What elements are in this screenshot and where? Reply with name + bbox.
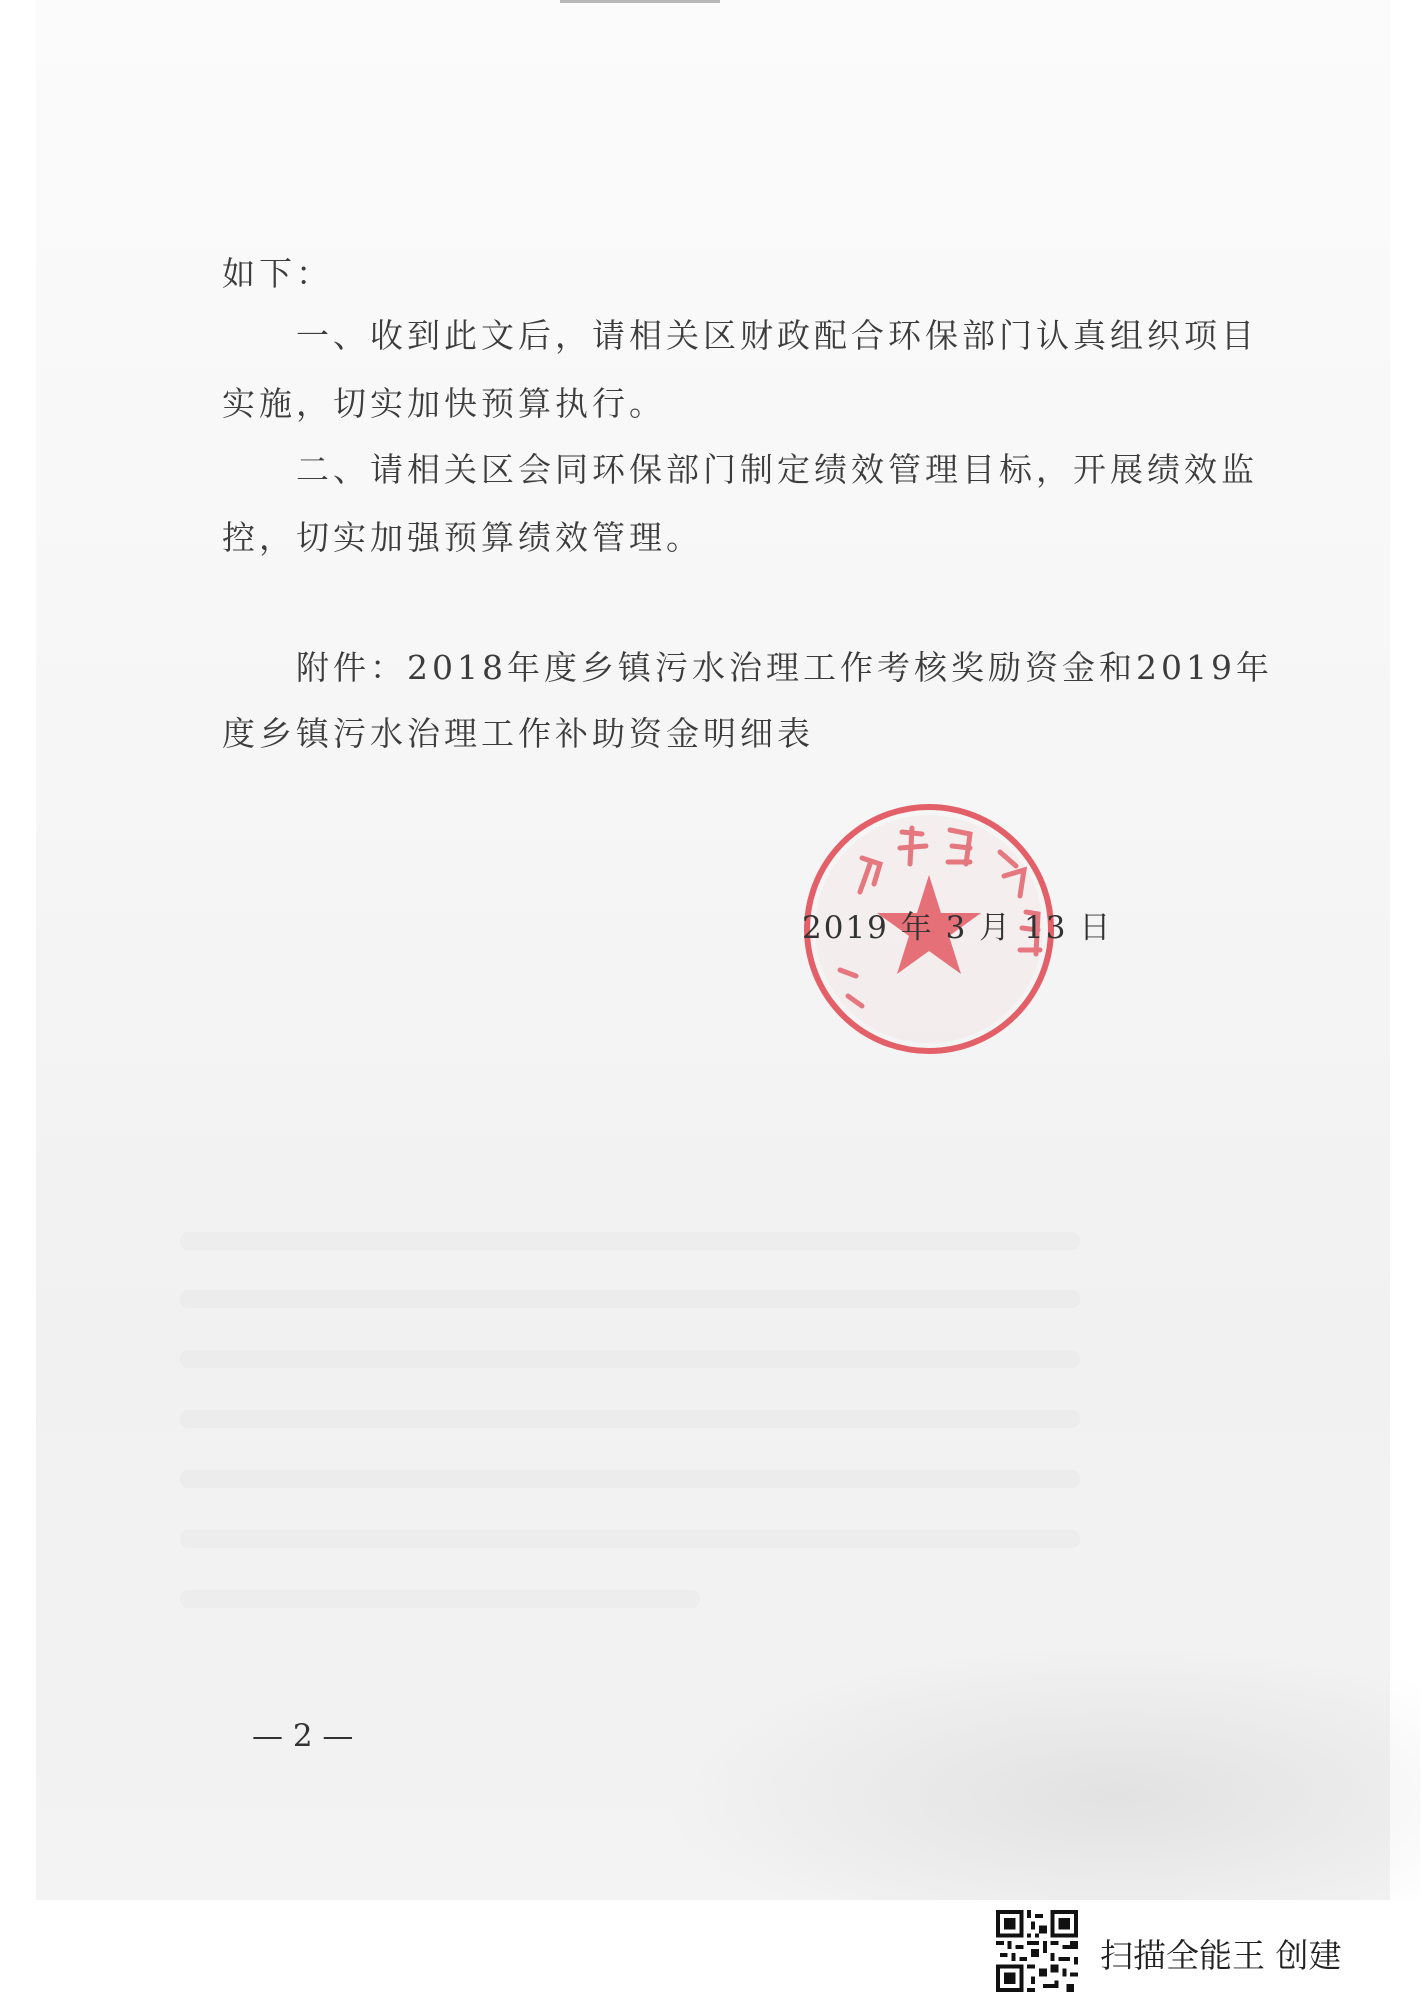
show-through-line — [180, 1470, 1080, 1488]
show-through-line — [180, 1232, 1080, 1250]
paper-shadow — [660, 1640, 1420, 1900]
document-date: 2019 年 3 月 13 日 — [802, 910, 1113, 946]
attachment-line: 附件：2018年度乡镇污水治理工作考核奖励资金和2019年 — [296, 648, 1273, 687]
body-text-line: 控，切实加强预算绩效管理。 — [222, 518, 703, 557]
qr-code-icon — [996, 1910, 1078, 1992]
top-edge-mark — [560, 0, 720, 3]
page-number: — 2 — — [252, 1718, 354, 1754]
show-through-line — [180, 1590, 700, 1608]
body-text-line: 一、收到此文后，请相关区财政配合环保部门认真组织项目 — [296, 316, 1258, 355]
show-through-line — [180, 1290, 1080, 1308]
body-text-line: 二、请相关区会同环保部门制定绩效管理目标，开展绩效监 — [296, 450, 1258, 489]
attachment-line: 度乡镇污水治理工作补助资金明细表 — [222, 714, 814, 753]
body-text-line: 如下： — [222, 254, 333, 293]
scanner-watermark: 扫描全能王 创建 — [1100, 1936, 1342, 1975]
show-through-line — [180, 1530, 1080, 1548]
show-through-line — [180, 1410, 1080, 1428]
show-through-line — [180, 1350, 1080, 1368]
body-text-line: 实施，切实加快预算执行。 — [222, 384, 666, 423]
